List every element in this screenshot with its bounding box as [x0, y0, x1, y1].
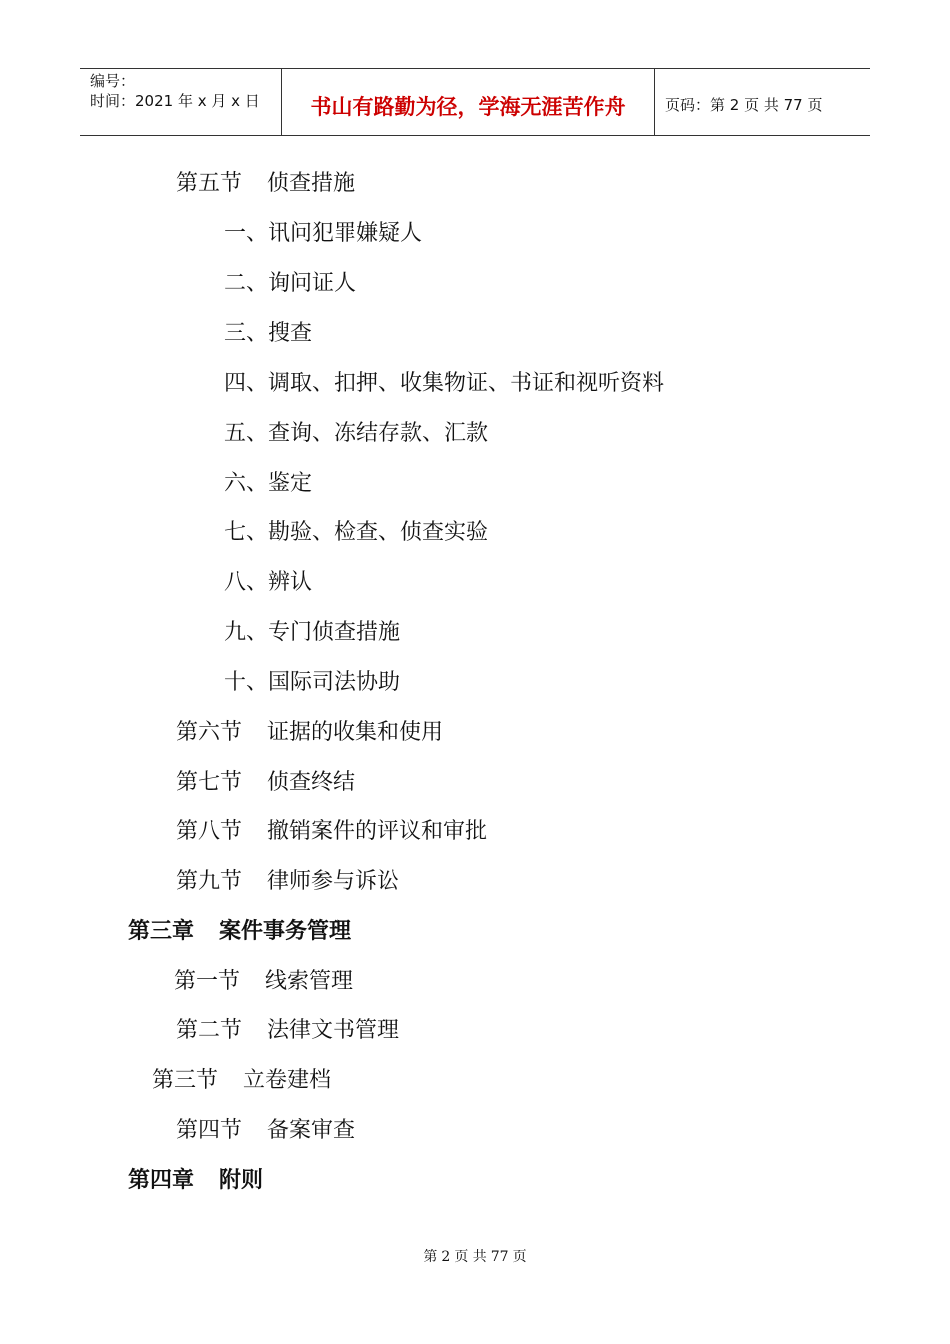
toc-number: 第一节: [174, 969, 241, 994]
toc-title: 侦查措施: [267, 171, 356, 196]
toc-section: [176, 818, 487, 846]
toc-number: 九、: [224, 620, 269, 645]
toc-title: 辨认: [268, 570, 313, 595]
toc-title: 附则: [219, 1168, 264, 1193]
page-header: [80, 68, 870, 136]
toc-number: 第三节: [152, 1068, 219, 1093]
header-info-cell: [80, 69, 282, 135]
toc-item: [224, 320, 312, 348]
toc-item: [224, 569, 312, 597]
footer-suffix: 页: [512, 1249, 527, 1265]
page-footer: [0, 1246, 950, 1266]
toc-section: [152, 1067, 331, 1095]
document-time-label: 时间：2021 年 x 月 x 日: [90, 92, 260, 110]
toc-item: [224, 669, 400, 697]
toc-title: 调取、扣押、收集物证、书证和视听资料: [268, 371, 665, 396]
toc-number: 第八节: [176, 819, 243, 844]
toc-title: 专门侦查措施: [268, 620, 401, 645]
toc-section: [176, 719, 443, 747]
toc-item: [224, 270, 356, 298]
toc-title: 立卷建档: [243, 1068, 332, 1093]
document-number-label: 编号：: [90, 72, 136, 90]
toc-chapter: [128, 918, 351, 946]
toc-item: [224, 470, 312, 498]
toc-number: 第五节: [176, 171, 243, 196]
toc-chapter: [128, 1167, 263, 1195]
footer-prefix: 第: [423, 1249, 438, 1265]
header-motto-cell: [282, 69, 655, 135]
toc-number: 第九节: [176, 869, 243, 894]
toc-number: 一、: [224, 221, 269, 246]
toc-title: 法律文书管理: [267, 1018, 400, 1043]
toc-title: 查询、冻结存款、汇款: [268, 421, 489, 446]
toc-number: 十、: [224, 670, 269, 695]
toc-section: [176, 170, 355, 198]
toc-number: 二、: [224, 271, 269, 296]
toc-title: 备案审查: [267, 1118, 356, 1143]
toc-number: 第六节: [176, 720, 243, 745]
toc-number: 第四章: [128, 1168, 195, 1193]
toc-title: 律师参与诉讼: [267, 869, 400, 894]
footer-mid: 页 共: [454, 1249, 487, 1265]
toc-title: 询问证人: [268, 271, 357, 296]
toc-item: [224, 519, 488, 547]
toc-number: 三、: [224, 321, 269, 346]
toc-number: 八、: [224, 570, 269, 595]
toc-title: 撤销案件的评议和审批: [267, 819, 488, 844]
header-page-cell: [655, 69, 870, 135]
toc-number: 第七节: [176, 770, 243, 795]
toc-section: [176, 1117, 355, 1145]
toc-section: [176, 769, 355, 797]
toc-title: 侦查终结: [267, 770, 356, 795]
toc-title: 国际司法协助: [268, 670, 401, 695]
toc-title: 案件事务管理: [219, 919, 352, 944]
toc-title: 讯问犯罪嫌疑人: [268, 221, 423, 246]
header-motto: 书山有路勤为径，学海无涯苦作舟: [310, 95, 626, 119]
toc-number: 第三章: [128, 919, 195, 944]
toc-item: [224, 370, 664, 398]
toc-section: [176, 1017, 399, 1045]
toc-title: 鉴定: [268, 471, 313, 496]
footer-total-pages: 77: [490, 1249, 509, 1265]
toc-section: [174, 968, 353, 996]
toc-title: 勘验、检查、侦查实验: [268, 520, 489, 545]
toc-number: 第四节: [176, 1118, 243, 1143]
toc-item: [224, 619, 400, 647]
toc-number: 四、: [224, 371, 269, 396]
toc-number: 七、: [224, 520, 269, 545]
toc-item: [224, 220, 422, 248]
toc-title: 线索管理: [265, 969, 354, 994]
toc-title: 搜查: [268, 321, 313, 346]
toc-number: 第二节: [176, 1018, 243, 1043]
toc-title: 证据的收集和使用: [267, 720, 444, 745]
toc-number: 五、: [224, 421, 269, 446]
header-page-number: 页码：第 2 页 共 77 页: [665, 96, 823, 114]
toc-item: [224, 420, 488, 448]
footer-page-number: 2: [441, 1249, 451, 1265]
toc-section: [176, 868, 399, 896]
toc-number: 六、: [224, 471, 269, 496]
